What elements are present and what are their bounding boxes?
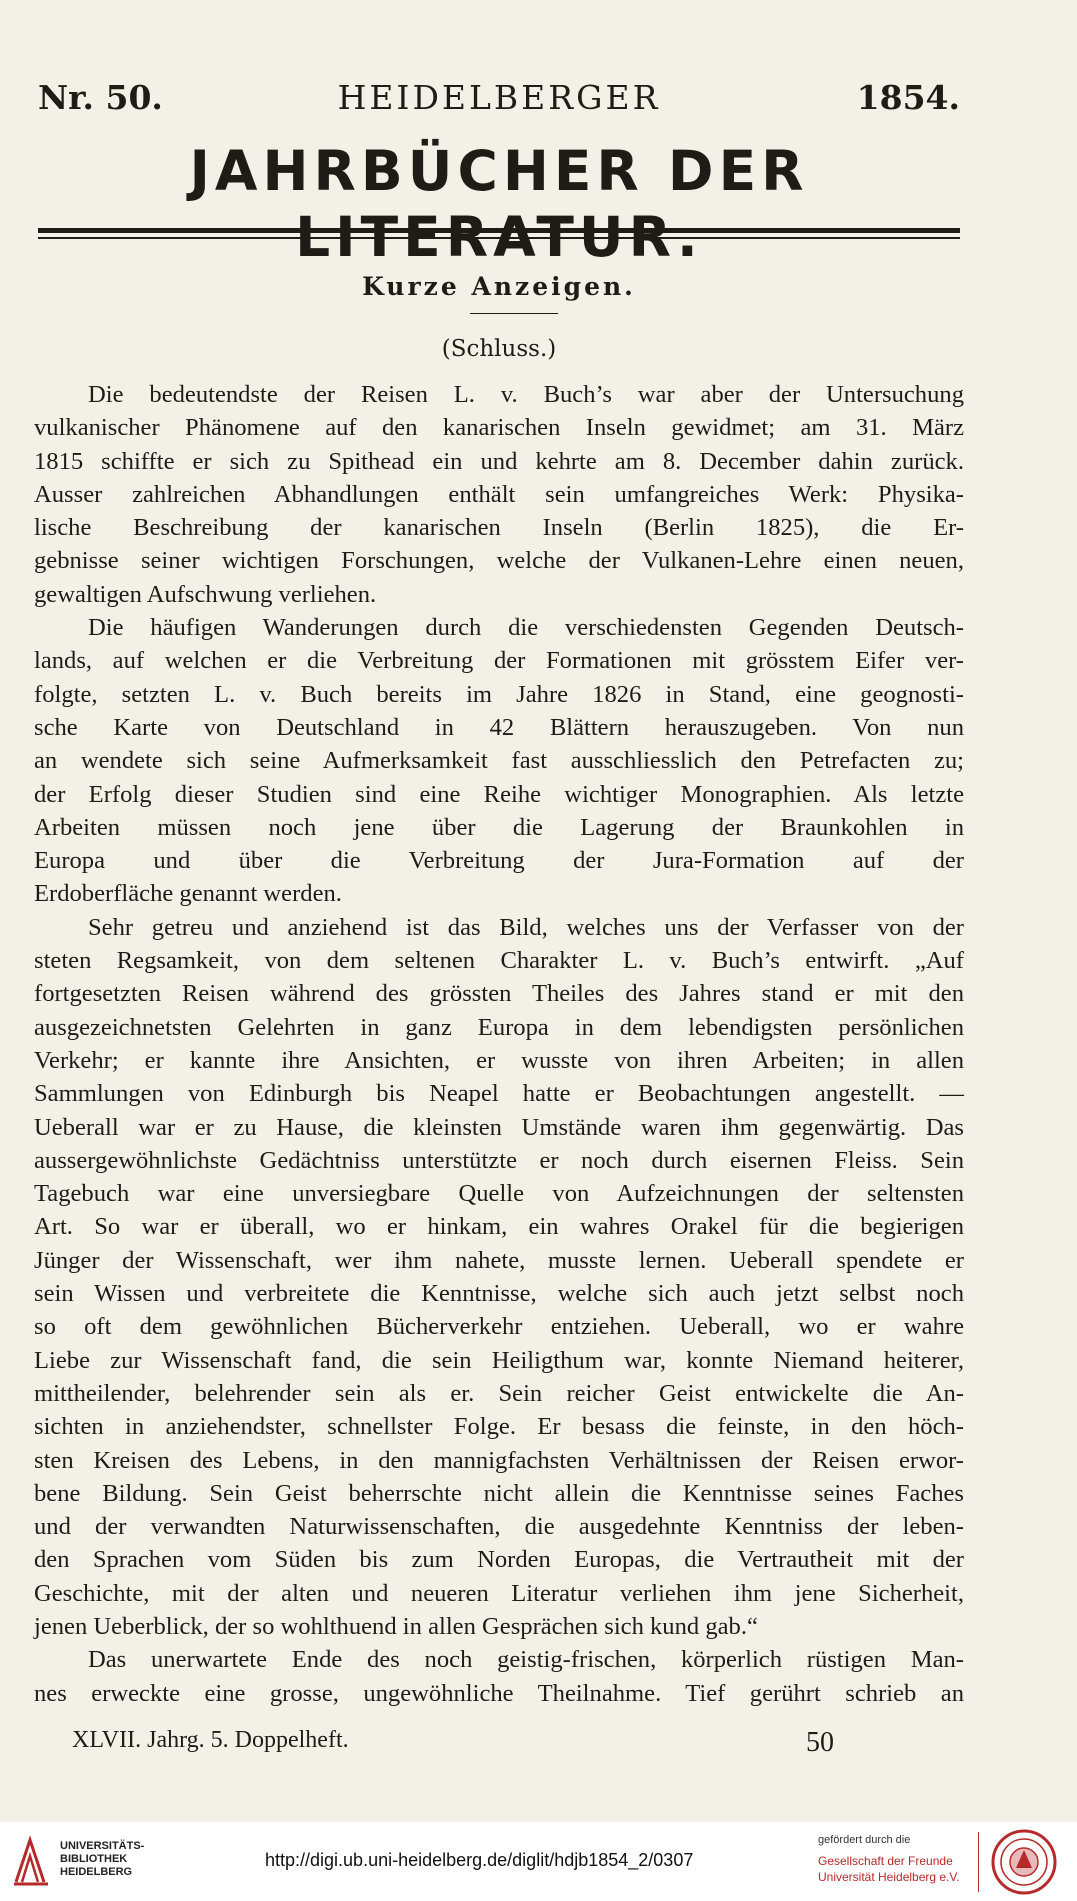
sponsor-divider [978,1832,979,1892]
paragraph [34,611,964,911]
text-line: Erdoberfläche genannt werden. [34,880,342,908]
paragraph [34,378,964,611]
text-line: ausgezeichnetsten Gelehrten in ganz Europa in dem lebendigsten persönlichen [34,1013,964,1041]
text-line: Sammlungen von Edinburgh bis Neapel hatte er Beobachtungen angestellt. — [34,1080,964,1108]
section-divider [470,313,558,314]
page-number: 50 [806,1727,834,1758]
text-line: gewaltigen Aufschwung verliehen. [34,580,377,608]
library-name-line-1: UNIVERSITÄTS- [60,1840,145,1852]
text-line: fortgesetzten Reisen während des grössten Theiles des Jahres stand er mit den [34,980,964,1008]
text-line: Das unerwartete Ende des noch geistig-frischen, körperlich rüstigen Man- [88,1646,964,1674]
signature-line: XLVII. Jahrg. 5. Doppelheft. [72,1727,349,1753]
text-line: bene Bildung. Sein Geist beherrschte nicht allein die Kenntnisse seines Faches [34,1479,964,1507]
text-line: Liebe zur Wissenschaft fand, die sein Heiligthum war, konnte Niemand heiterer, [34,1346,964,1374]
text-line: und der verwandten Naturwissenschaften, die ausgedehnte Kenntniss der leben- [34,1513,964,1541]
text-line: folgte, setzten L. v. Buch bereits im Jahre 1826 in Stand, eine geognosti- [34,680,964,708]
text-line: aussergewöhnlichste Gedächtniss unterstützte er noch durch eisernen Fleiss. Sein [34,1146,964,1174]
title-rule-thin [38,237,960,239]
text-line: Europa und über die Verbreitung der Jura-Formation auf der [34,847,964,875]
text-line: der Erfolg dieser Studien sind eine Reihe wichtiger Monographien. Als letzte [34,780,964,808]
text-line: so oft dem gewöhnlichen Bücherverkehr entziehen. Ueberall, wo er wahre [34,1313,964,1341]
text-line: Art. So war er überall, wo er hinkam, ein wahres Orakel für die begierigen [34,1213,964,1241]
paragraph [34,911,964,1644]
text-line: sichten in anziehendster, schnellster Folge. Er besass die feinste, in den höch- [34,1413,964,1441]
title-rule-thick [38,228,960,233]
text-line: lische Beschreibung der kanarischen Inseln (Berlin 1825), die Er- [34,514,964,542]
permalink-url[interactable]: http://digi.ub.uni-heidelberg.de/diglit/hdjb1854_2/0307 [265,1850,694,1870]
library-name-line-2: BIBLIOTHEK [60,1853,128,1865]
text-line: sten Kreisen des Lebens, in den mannigfachsten Verhältnissen der Reisen erwor- [34,1446,964,1474]
publisher-name: HEIDELBERGER [337,78,661,117]
text-line: Jünger der Wissenschaft, wer ihm nahete, musste lernen. Ueberall spendete er [34,1246,964,1274]
masthead [38,78,960,117]
text-line: Geschichte, mit der alten und neueren Literatur verliehen ihm jene Sicherheit, [34,1579,964,1607]
library-name-line-3: HEIDELBERG [60,1866,133,1878]
text-line: Ausser zahlreichen Abhandlungen enthält sein umfangreiches Werk: Physika- [34,480,964,508]
continuation-note: (Schluss.) [441,336,557,362]
text-line: den Sprachen vom Süden bis zum Norden Europas, die Vertrautheit mit der [34,1546,964,1574]
issue-number: Nr. 50. [38,78,163,117]
text-line: Die bedeutendste der Reisen L. v. Buch’s war aber der Untersuchung [88,381,964,408]
text-line: Die häufigen Wanderungen durch die verschiedensten Gegenden Deutsch- [88,614,964,642]
sponsor-name-line-1: Gesellschaft der Freunde [818,1854,953,1868]
text-line: vulkanischer Phänomene auf den kanarischen Inseln gewidmet; am 31. März [34,414,964,442]
text-line: nes erweckte eine grosse, ungewöhnliche Theilnahme. Tief gerührt schrieb an [34,1679,964,1707]
text-line: jenen Ueberblick, der so wohlthuend in allen Gesprächen sich kund gab.“ [34,1612,758,1640]
issue-year: 1854. [856,78,960,117]
text-line: Arbeiten müssen noch jene über die Lagerung der Braunkohlen in [34,813,964,841]
text-line: Verkehr; er kannte ihre Ansichten, er wusste von ihren Arbeiten; in allen [34,1046,964,1074]
text-line: mittheilender, belehrender sein als er. Sein reicher Geist entwickelte die An- [34,1379,964,1407]
text-line: gebnisse seiner wichtigen Forschungen, welche der Vulkanen-Lehre einen neuen, [34,547,964,575]
library-logo-icon [10,1832,52,1890]
article-body [34,378,964,1710]
university-seal-icon [990,1828,1058,1896]
text-line: steten Regsamkeit, von dem seltenen Charakter L. v. Buch’s entwirft. „Auf [34,947,964,975]
text-line: an wendete sich seine Aufmerksamkeit fast ausschliesslich den Petrefacten zu; [34,747,964,775]
sponsor-caption: gefördert durch die [818,1834,911,1846]
library-bar [0,1822,1077,1901]
text-line: lands, auf welchen er die Verbreitung der Formationen mit grösstem Eifer ver- [34,647,964,675]
text-line: Sehr getreu und anziehend ist das Bild, welches uns der Verfasser von der [88,913,964,941]
text-line: Tagebuch war eine unversiegbare Quelle von Aufzeichnungen der seltensten [34,1180,964,1208]
text-line: Ueberall war er zu Hause, die kleinsten Umstände waren ihm gegenwärtig. Das [34,1113,964,1141]
section-heading: Kurze Anzeigen. [362,272,636,301]
text-line: 1815 schiffte er sich zu Spithead ein und kehrte am 8. December dahin zurück. [34,447,964,475]
journal-title: JAHRBÜCHER DER [189,139,809,203]
text-line: sche Karte von Deutschland in 42 Blättern herauszugeben. Von nun [34,713,964,741]
text-line: sein Wissen und verbreitete die Kenntnisse, welche sich auch jetzt selbst noch [34,1280,964,1308]
sponsor-name-line-2: Universität Heidelberg e.V. [818,1870,960,1884]
paragraph [34,1643,964,1710]
